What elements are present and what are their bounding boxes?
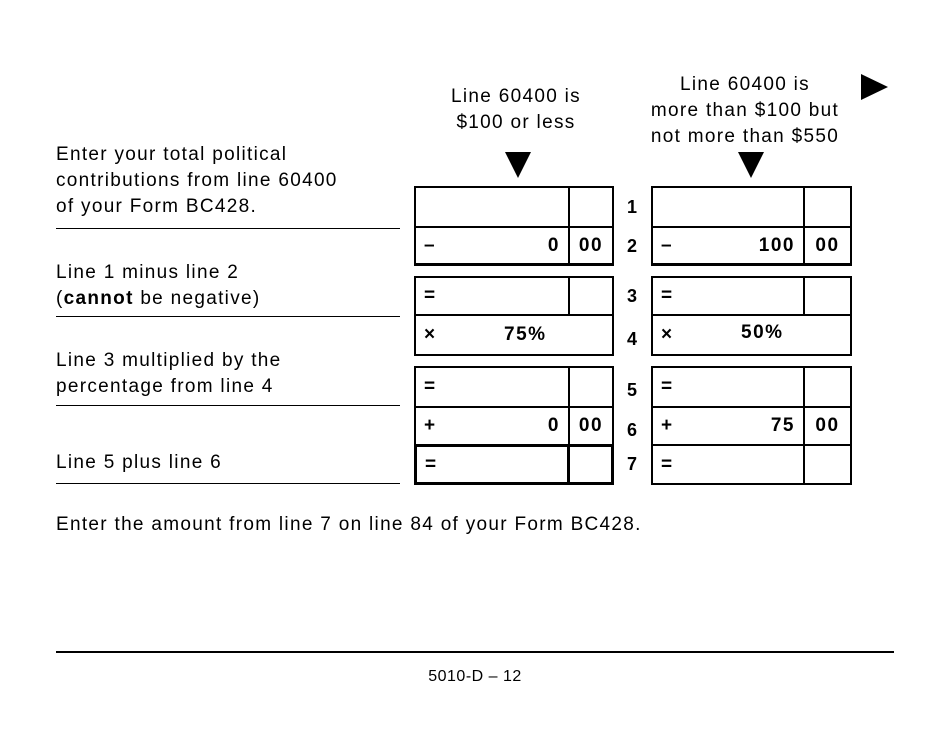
left-line2-field (414, 226, 614, 266)
line-number-4: 4 (626, 329, 637, 349)
right-heading-line: more than $100 but (650, 100, 840, 121)
right-line1-field[interactable] (651, 186, 852, 228)
line-number-5: 5 (626, 380, 637, 400)
left-column-heading (420, 84, 612, 136)
desc-line: percentage from line 4 (56, 376, 274, 397)
desc-line: Line 1 minus line 2 (56, 262, 240, 283)
times-sign: × (424, 324, 436, 345)
line-number-6: 6 (626, 420, 637, 440)
equals-sign: = (661, 285, 673, 306)
right-line6-field (651, 406, 852, 446)
right-heading-line: not more than $550 (650, 126, 840, 147)
equals-sign: = (424, 285, 436, 306)
equals-sign: = (424, 376, 436, 397)
percent-value: 50% (741, 322, 784, 343)
cents-cell (803, 228, 850, 263)
equals-sign: = (661, 376, 673, 397)
desc-line: Line 3 multiplied by the (56, 350, 282, 371)
right-line2-field (651, 226, 852, 266)
desc-rest: be negative) (133, 288, 261, 309)
plus-sign: + (424, 415, 436, 436)
cents-field[interactable] (567, 447, 611, 482)
left-heading-line: Line 60400 is (451, 86, 581, 107)
left-heading-line: $100 or less (456, 112, 576, 133)
left-line4-field (414, 314, 614, 356)
left-line7-field[interactable] (414, 444, 614, 485)
desc-line: of your Form BC428. (56, 196, 258, 217)
page-footer: 5010-D – 12 (428, 668, 522, 685)
right-line5-field[interactable] (651, 366, 852, 408)
dollars-value: 100 (758, 234, 795, 256)
minus-sign: – (661, 234, 672, 256)
right-column-heading (630, 72, 860, 150)
plus-sign: + (661, 415, 673, 436)
line1-description (56, 142, 338, 220)
cents-cell (803, 408, 850, 444)
cents-field[interactable] (803, 278, 850, 314)
cents-field[interactable] (803, 446, 850, 483)
cents-field[interactable] (803, 368, 850, 406)
line-number-2: 2 (626, 236, 637, 256)
left-line6-field (414, 406, 614, 446)
minus-sign: – (424, 234, 435, 256)
cents-field[interactable] (568, 278, 612, 314)
cents-value: 00 (578, 234, 604, 256)
paren: ( (56, 288, 64, 309)
desc-line (56, 286, 261, 312)
cents-field[interactable] (803, 188, 850, 226)
left-line5-field[interactable] (414, 366, 614, 408)
left-line1-field[interactable] (414, 186, 614, 228)
cents-cell (568, 228, 612, 263)
divider (56, 483, 400, 484)
times-sign: × (661, 324, 673, 345)
dollars-value: 0 (547, 234, 560, 256)
cents-value: 00 (815, 234, 840, 256)
left-arrow-down-icon (505, 152, 531, 178)
cents-field[interactable] (568, 368, 612, 406)
line-number-7: 7 (626, 454, 637, 474)
instruction-text: Enter the amount from line 7 on line 84 of your Form BC428. (56, 514, 642, 535)
continue-arrow-right-icon (861, 74, 888, 100)
equals-sign: = (661, 453, 673, 475)
right-arrow-down-icon (738, 152, 764, 178)
desc-line: contributions from line 60400 (56, 170, 338, 191)
cents-field[interactable] (568, 188, 612, 226)
right-line3-field[interactable] (651, 276, 852, 316)
divider (56, 405, 400, 406)
divider (56, 316, 400, 317)
equals-sign: = (425, 453, 437, 475)
cents-value: 00 (578, 415, 604, 436)
right-line7-field[interactable] (651, 444, 852, 485)
line-number-1: 1 (626, 197, 637, 217)
percent-value: 75% (504, 324, 547, 345)
cents-value: 00 (815, 415, 840, 436)
cannot-emphasis: cannot (63, 288, 134, 309)
cents-cell (568, 408, 612, 444)
dollars-value: 0 (547, 415, 560, 436)
line7-description: Line 5 plus line 6 (56, 452, 223, 473)
right-line4-field (651, 314, 852, 356)
footer-divider (56, 651, 894, 653)
line-number-3: 3 (626, 286, 637, 306)
desc-line: Enter your total political (56, 144, 288, 165)
divider (56, 228, 400, 229)
line5-description (56, 348, 282, 400)
right-heading-line: Line 60400 is (680, 74, 810, 95)
line3-description (56, 260, 261, 312)
left-line3-field[interactable] (414, 276, 614, 316)
dollars-value: 75 (770, 415, 795, 436)
